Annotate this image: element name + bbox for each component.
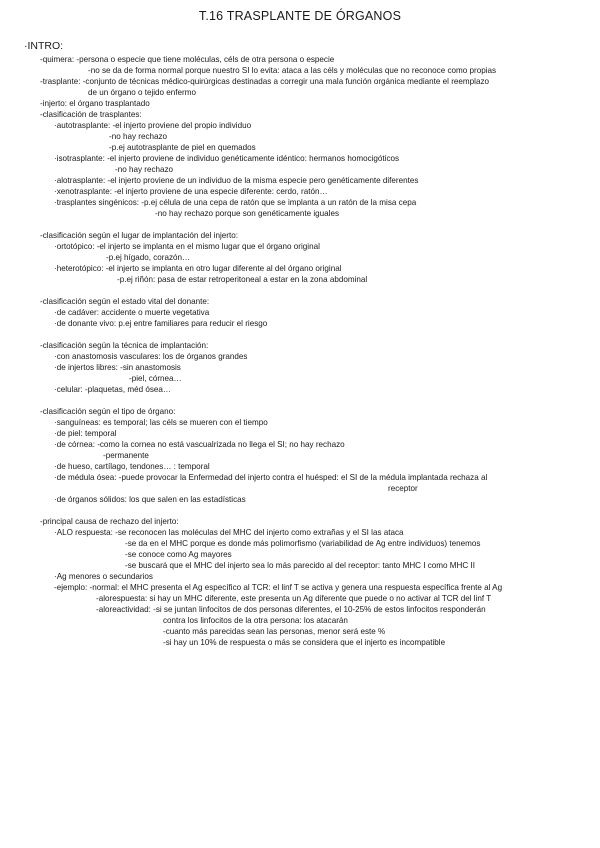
text-line: -clasificación según el lugar de implantación del injerto: (40, 231, 238, 240)
text-line: -se conoce como Ag mayores (125, 550, 232, 559)
text-line: ·de médula ósea: -puede provocar la Enfermedad del injerto contra el huésped: el SI de la médula implantada rechaza al (54, 473, 488, 482)
page-title: T.16 TRASPLANTE DE ÓRGANOS (198, 9, 402, 23)
text-line: contra los linfocitos de la otra persona: los atacarán (163, 616, 348, 625)
text-line: -trasplante: -conjunto de técnicas médico-quirúrgicas destinadas a corregir una mala función orgánica mediante el reemplazo (40, 77, 489, 86)
text-line: -no hay rechazo porque son genéticamente iguales (155, 209, 340, 218)
text-line: ·de órganos sólidos: los que salen en las estadísticas (54, 495, 246, 504)
text-line: ·de injertos libres: -sin anastomosis (54, 363, 181, 372)
text-line: ·xenotrasplante: -el injerto proviene de una especie diferente: cerdo, ratón… (54, 187, 328, 196)
text-line: ·celular: -plaquetas, méd ósea… (54, 385, 171, 394)
text-line: de un órgano o tejido enfermo (88, 88, 196, 97)
text-line: -p.ej riñón: pasa de estar retroperitoneal a estar en la zona abdominal (117, 275, 368, 284)
text-line: ·con anastomosis vasculares: los de órganos grandes (54, 352, 248, 361)
text-line: receptor (388, 484, 418, 493)
text-line: -ejemplo: -normal: el MHC presenta el Ag específico al TCR: el linf T se activa y genera una respuesta específica frente al Ag (54, 583, 503, 592)
text-line: ·de córnea: -como la cornea no está vascualrizada no llega el SI; no hay rechazo (54, 440, 345, 449)
text-line: -no hay rechazo (109, 132, 168, 141)
text-line: -clasificación según el estado vital del donante: (40, 297, 210, 306)
text-line: -no hay rechazo (115, 165, 174, 174)
text-line: -se da en el MHC porque es donde más polimorfismo (variabilidad de Ag entre individuos) tenemos (125, 539, 481, 548)
text-line: ·trasplantes singénicos: -p.ej célula de una cepa de ratón que se implanta a un ratón de la misa cepa (54, 198, 417, 207)
text-line: -piel, córnea… (129, 374, 182, 383)
text-line: -se buscará que el MHC del injerto sea lo más parecido al del receptor: tanto MHC I como MHC II (125, 561, 475, 570)
text-line: ·de piel: temporal (54, 429, 117, 438)
text-line: -no se da de forma normal porque nuestro SI lo evita: ataca a las céls y moléculas que no reconoce como propias (88, 66, 497, 75)
text-line: -clasificación de trasplantes: (40, 110, 142, 119)
text-line: -permanente (103, 451, 149, 460)
text-line: ·alotrasplante: -el injerto proviene de un individuo de la misma especie pero genéticamente diferentes (54, 176, 419, 185)
text-line: -principal causa de rechazo del injerto: (40, 517, 179, 526)
text-line: ·Ag menores o secundarios (54, 572, 153, 581)
text-line: ·de cadáver: accidente o muerte vegetativa (54, 308, 210, 317)
text-line: ·sanguíneas: es temporal; las céls se mueren con el tiempo (54, 418, 268, 427)
text-line: -p.ej hígado, corazón… (106, 253, 191, 262)
text-line: ·autotrasplante: -el injerto proviene del propio individuo (54, 121, 252, 130)
text-line: ·de hueso, cartílago, tendones… : temporal (54, 462, 210, 471)
text-line: -injerto: el órgano trasplantado (40, 99, 150, 108)
text-line: ·ortotópico: -el injerto se implanta en el mismo lugar que el órgano original (54, 242, 320, 251)
intro-heading: ·INTRO: (24, 40, 64, 52)
text-line: ·isotrasplante: -el injerto proviene de individuo genéticamente idéntico: hermanos homocigóticos (54, 154, 400, 163)
text-line: -alorespuesta: si hay un MHC diferente, este presenta un Ag diferente que puede o no activar al TCR del linf T (96, 594, 492, 603)
text-line: ·heterotópico: -el injerto se implanta en otro lugar diferente al del órgano original (54, 264, 342, 273)
text-line: -cuanto más parecidas sean las personas, menor será este % (163, 627, 386, 636)
text-line: ·de donante vivo: p.ej entre familiares para reducir el riesgo (54, 319, 268, 328)
text-line: -si hay un 10% de respuesta o más se considera que el injerto es incompatible (163, 638, 446, 647)
text-line: -aloreactividad: -si se juntan linfocitos de dos personas diferentes, el 10-25% de estos linfocitos responderán (96, 605, 486, 614)
text-line: ·ALO respuesta: -se reconocen las moléculas del MHC del injerto como extrañas y el SI las ataca (54, 528, 404, 537)
text-line: -p.ej autotrasplante de piel en quemados (109, 143, 256, 152)
text-line: -quimera: -persona o especie que tiene moléculas, céls de otra persona o especie (40, 55, 335, 64)
text-line: -clasificación según el tipo de órgano: (40, 407, 176, 416)
text-line: -clasificación según la técnica de implantación: (40, 341, 209, 350)
